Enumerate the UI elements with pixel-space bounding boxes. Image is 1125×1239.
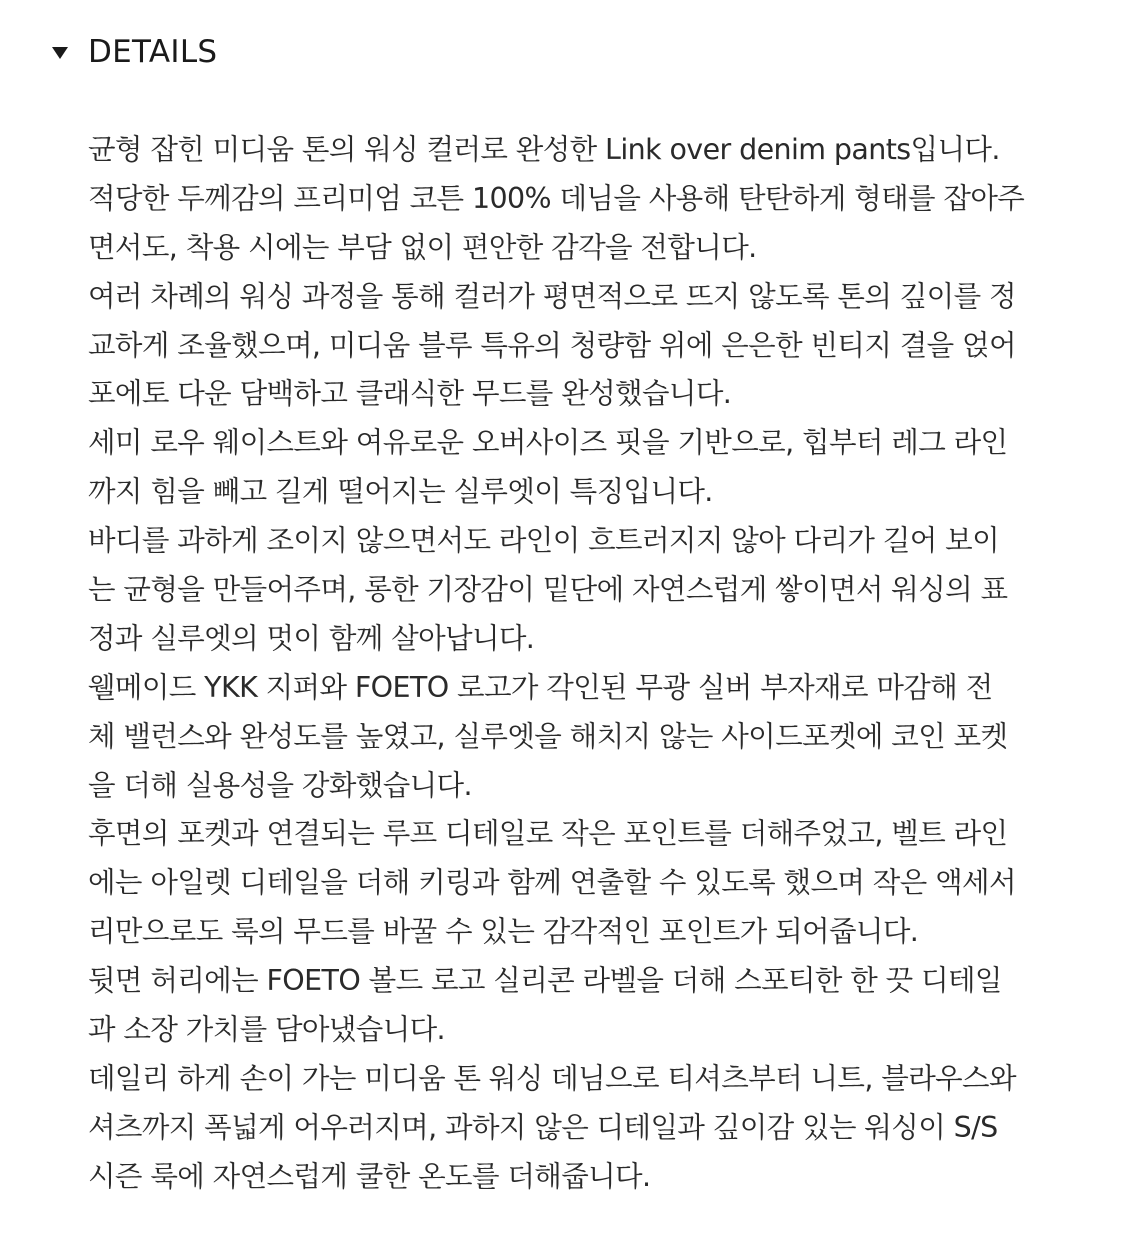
description-line: 에는 아일렛 디테일을 더해 키링과 함께 연출할 수 있도록 했으며 작은 액세서 xyxy=(88,866,1016,900)
description-line: 균형 잡힌 미디움 톤의 워싱 컬러로 완성한 Link over denim pants입니다. xyxy=(88,133,1000,166)
description-line: 시즌 룩에 자연스럽게 쿨한 온도를 더해줍니다. xyxy=(88,1159,651,1193)
description-line: 바디를 과하게 조이지 않으면서도 라인이 흐트러지지 않아 다리가 길어 보이 xyxy=(88,524,999,558)
description-line: 과 소장 가치를 담아냈습니다. xyxy=(88,1013,446,1047)
description-line: 포에토 다운 담백하고 클래식한 무드를 완성했습니다. xyxy=(88,377,732,411)
description-line: 면서도, 착용 시에는 부담 없이 편안한 감각을 전합니다. xyxy=(88,230,757,264)
description-line: 뒷면 허리에는 FOETO 볼드 로고 실리콘 라벨을 더해 스포티한 한 끗 디테일 xyxy=(88,964,1002,998)
description-line: 교하게 조율했으며, 미디움 블루 특유의 청량함 위에 은은한 빈티지 결을 얹어 xyxy=(88,328,1016,362)
description-line: 체 밸런스와 완성도를 높였고, 실루엣을 해치지 않는 사이드포켓에 코인 포켓 xyxy=(88,719,1008,753)
description-line: 까지 힘을 빼고 길게 떨어지는 실루엣이 특징입니다. xyxy=(88,475,713,509)
description-line: 는 균형을 만들어주며, 롱한 기장감이 밑단에 자연스럽게 쌓이면서 워싱의 표 xyxy=(88,573,1008,607)
details-toggle[interactable] xyxy=(52,30,217,74)
section-title: DETAILS xyxy=(88,34,218,70)
description-line: 웰메이드 YKK 지퍼와 FOETO 로고가 각인된 무광 실버 부자재로 마감해 전 xyxy=(88,670,993,704)
product-description xyxy=(88,126,1088,1202)
description-line: 세미 로우 웨이스트와 여유로운 오버사이즈 핏을 기반으로, 힙부터 레그 라인 xyxy=(88,426,1008,460)
description-line: 후면의 포켓과 연결되는 루프 디테일로 작은 포인트를 더해주었고, 벨트 라인 xyxy=(88,817,1008,851)
description-line: 적당한 두께감의 프리미엄 코튼 100% 데님을 사용해 탄탄하게 형태를 잡아주 xyxy=(88,181,1025,215)
triangle-down-icon xyxy=(52,47,68,59)
description-line: 을 더해 실용성을 강화했습니다. xyxy=(88,768,472,802)
description-line: 셔츠까지 폭넓게 어우러지며, 과하지 않은 디테일과 깊이감 있는 워싱이 S/S xyxy=(88,1110,998,1144)
description-line: 리만으로도 룩의 무드를 바꿀 수 있는 감각적인 포인트가 되어줍니다. xyxy=(88,915,919,949)
description-line: 데일리 하게 손이 가는 미디움 톤 워싱 데님으로 티셔츠부터 니트, 블라우스와 xyxy=(88,1061,1016,1095)
description-line: 정과 실루엣의 멋이 함께 살아납니다. xyxy=(88,621,535,655)
description-line: 여러 차례의 워싱 과정을 통해 컬러가 평면적으로 뜨지 않도록 톤의 깊이를 정 xyxy=(88,279,1016,313)
